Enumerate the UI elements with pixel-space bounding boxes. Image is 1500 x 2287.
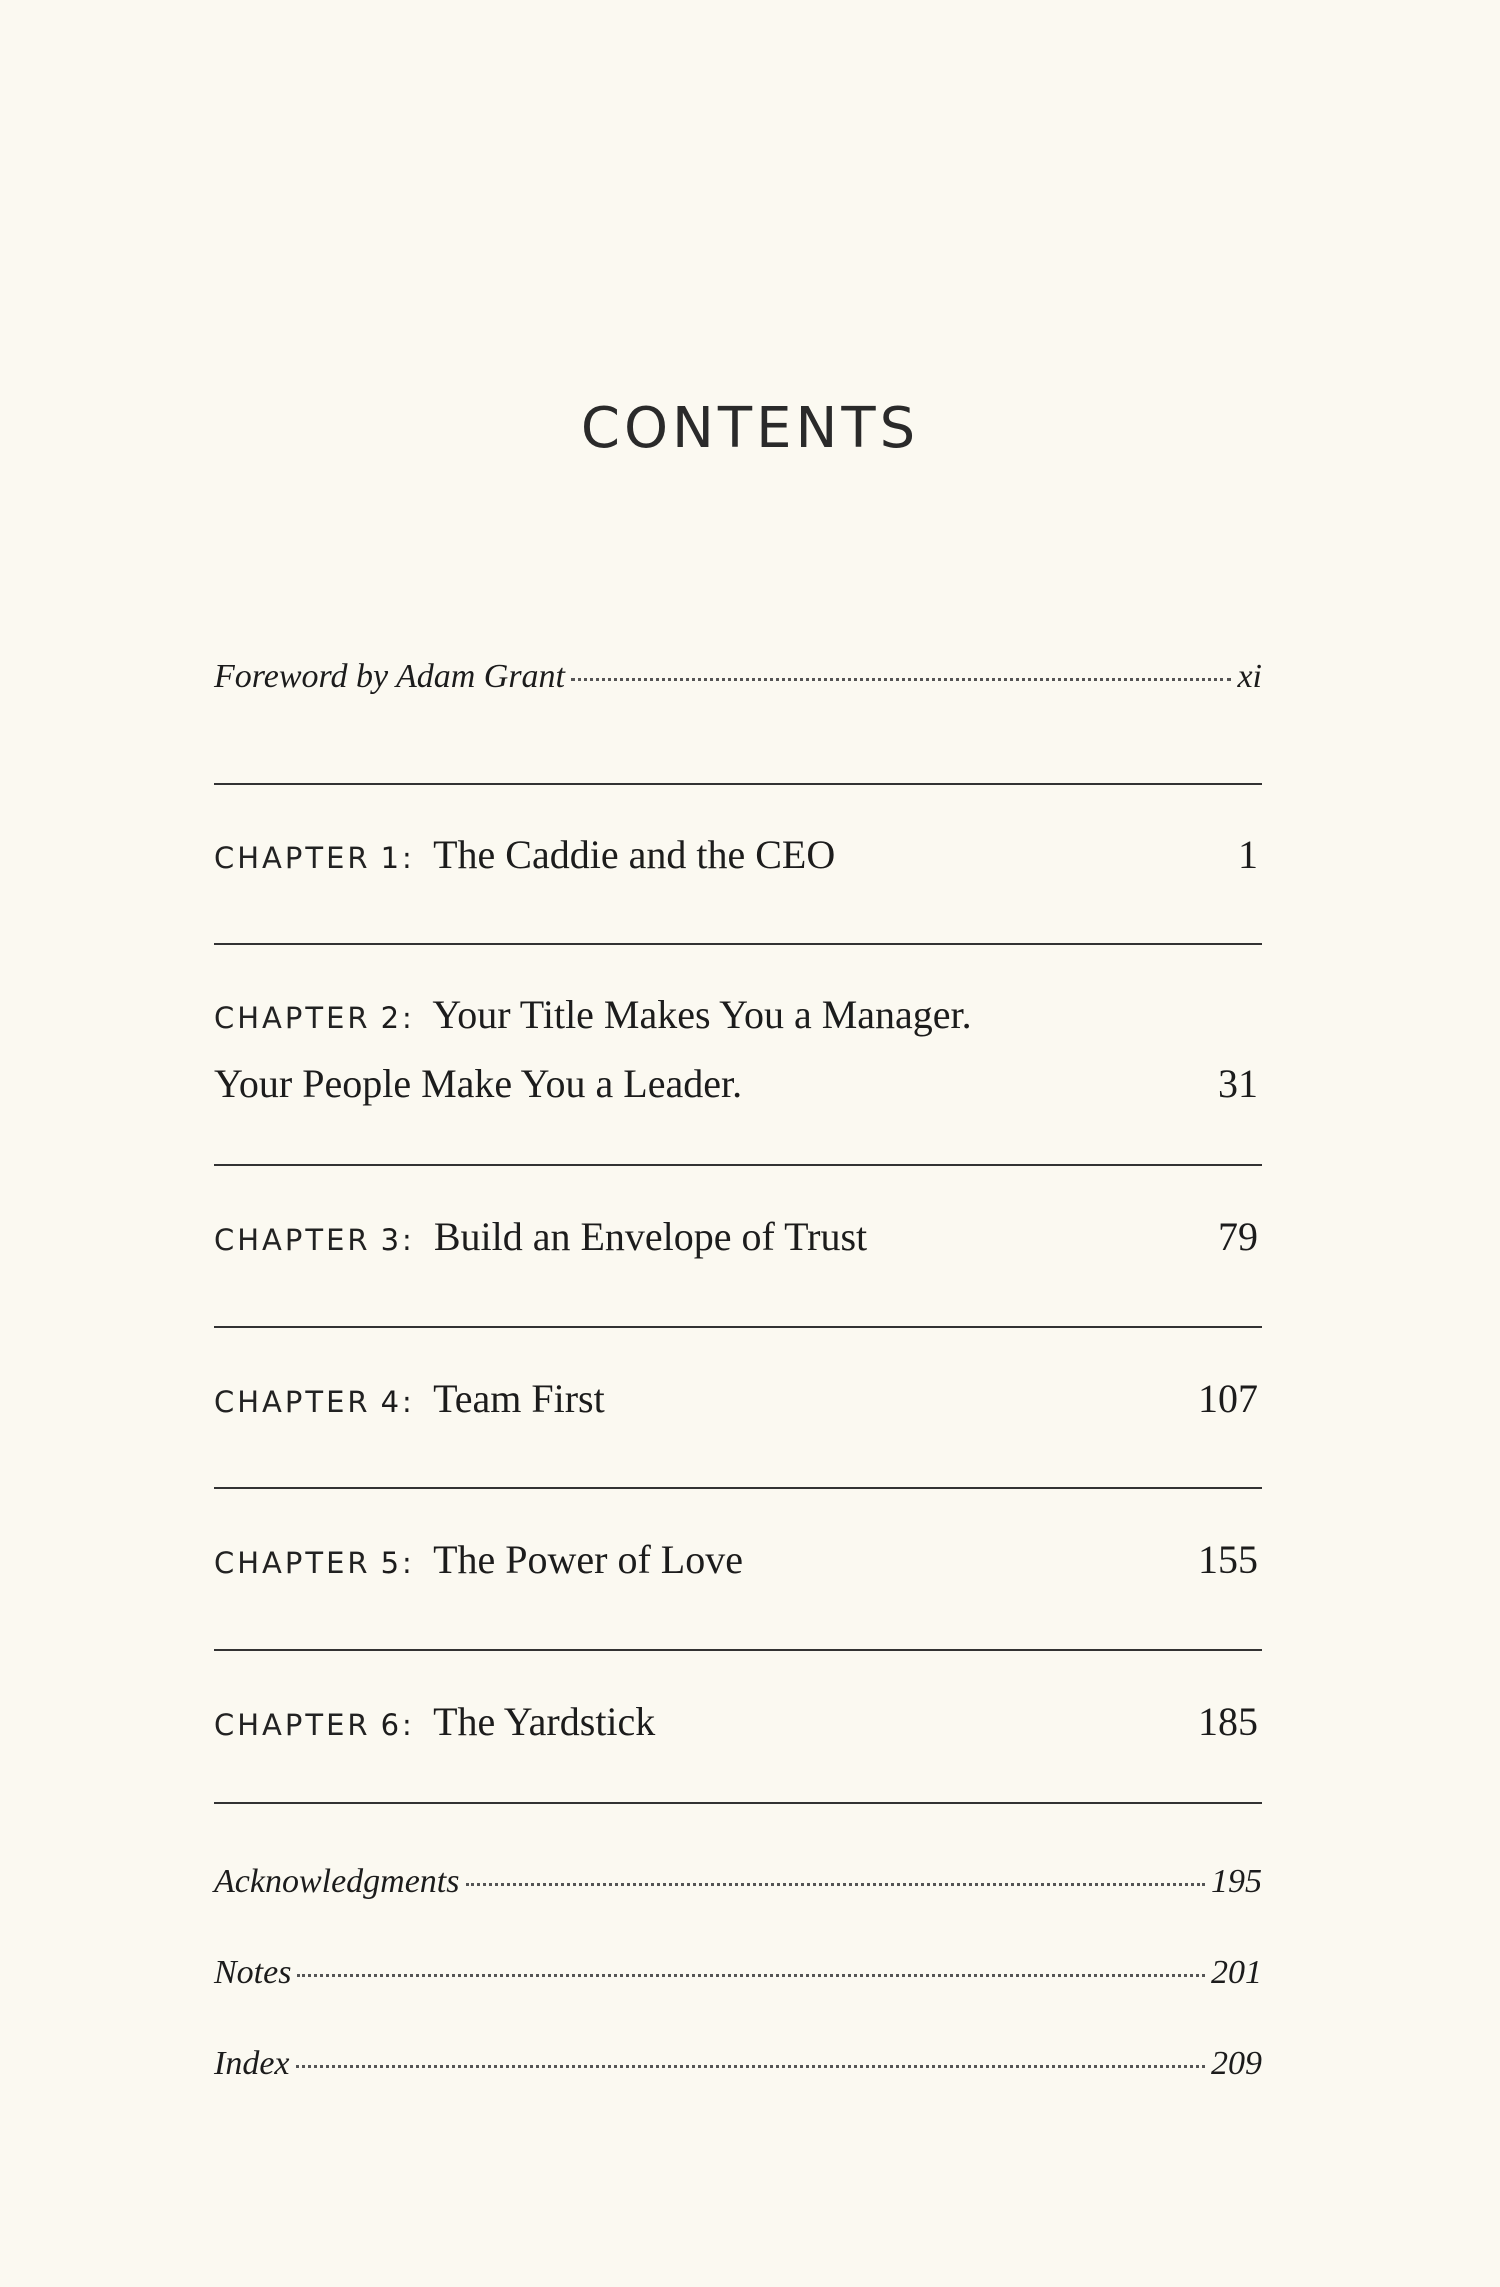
chapter-page: 155 (1198, 1537, 1258, 1582)
toc-entry-page: 209 (1211, 2045, 1262, 2082)
chapter-label: CHAPTER (214, 1546, 371, 1580)
toc-entry-chapter-5[interactable]: CHAPTER 5: The Power of Love 155 (214, 1527, 1262, 1596)
toc-entry-chapter-3[interactable]: CHAPTER 3: Build an Envelope of Trust 79 (214, 1204, 1262, 1273)
toc-entry-chapter-4[interactable]: CHAPTER 4: Team First 107 (214, 1366, 1262, 1435)
divider (214, 783, 1262, 785)
table-of-contents (214, 0, 1262, 2287)
chapter-label: CHAPTER (214, 1385, 371, 1419)
chapter-label: CHAPTER (214, 841, 371, 875)
divider (214, 1649, 1262, 1651)
chapter-title: The Power of Love (433, 1537, 743, 1582)
divider (214, 1326, 1262, 1328)
toc-entry-label: Index (214, 2045, 290, 2082)
chapter-label: CHAPTER (214, 1708, 371, 1742)
chapter-title: Team First (433, 1376, 605, 1421)
chapter-number: 5 (380, 1546, 403, 1580)
chapter-page: 79 (1218, 1214, 1258, 1259)
dot-leader (296, 2064, 1205, 2068)
chapter-number: 2 (380, 1001, 403, 1035)
chapter-number: 4 (380, 1385, 403, 1419)
chapter-number: 1 (380, 841, 403, 875)
divider (214, 1164, 1262, 1166)
toc-entry-chapter-6[interactable]: CHAPTER 6: The Yardstick 185 (214, 1689, 1262, 1758)
toc-entry-label: Foreword by Adam Grant (214, 658, 566, 695)
toc-entry-chapter-2[interactable]: CHAPTER 2: Your Title Makes You a Manager. Your People Make You a Leader. 31 (214, 982, 1262, 1117)
toc-entry-foreword[interactable] (214, 657, 1262, 697)
divider (214, 943, 1262, 945)
toc-entry-chapter-1[interactable]: CHAPTER 1: The Caddie and the CEO 1 (214, 822, 1262, 891)
toc-entry-index[interactable] (214, 2044, 1262, 2084)
page-title: CONTENTS (580, 396, 920, 461)
chapter-page: 185 (1198, 1699, 1258, 1744)
dot-leader (466, 1882, 1206, 1886)
dot-leader (297, 1973, 1205, 1977)
chapter-label: CHAPTER (214, 1001, 371, 1035)
chapter-title: The Caddie and the CEO (433, 832, 836, 877)
chapter-page: 31 (1218, 1061, 1258, 1106)
chapter-title-line-2: Your People Make You a Leader. (214, 1061, 743, 1106)
toc-entry-notes[interactable] (214, 1953, 1262, 1993)
chapter-label: CHAPTER (214, 1223, 371, 1257)
chapter-page: 1 (1238, 832, 1258, 877)
toc-entry-page: 195 (1211, 1863, 1262, 1900)
chapter-page: 107 (1198, 1376, 1258, 1421)
toc-entry-page: xi (1237, 658, 1262, 695)
chapter-title: Build an Envelope of Trust (433, 1214, 868, 1259)
chapter-title: The Yardstick (433, 1699, 656, 1744)
chapter-number: 6 (380, 1708, 403, 1742)
divider (214, 1487, 1262, 1489)
chapter-number: 3 (380, 1223, 403, 1257)
toc-entry-label: Acknowledgments (214, 1863, 460, 1900)
dot-leader (571, 677, 1231, 681)
toc-entry-acknowledgments[interactable] (214, 1862, 1262, 1902)
chapter-title: Your Title Makes You a Manager. (432, 992, 972, 1037)
toc-entry-label: Notes (214, 1954, 292, 1991)
toc-entry-page: 201 (1211, 1954, 1262, 1991)
divider (214, 1802, 1262, 1804)
